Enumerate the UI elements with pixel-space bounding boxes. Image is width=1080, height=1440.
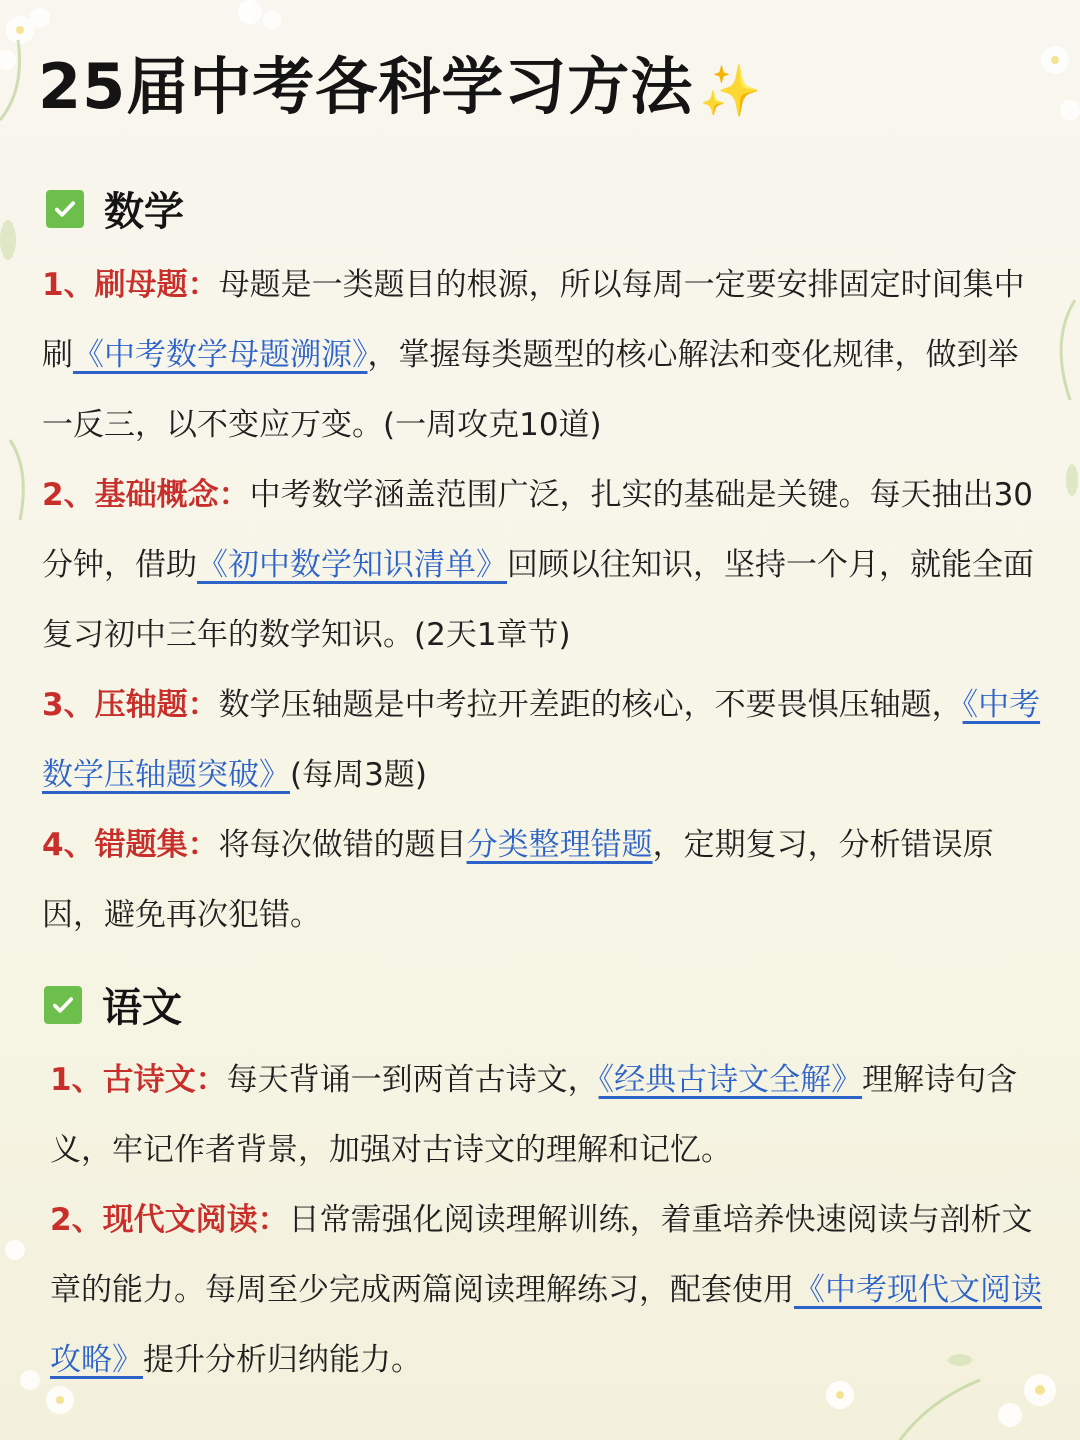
math-item-2: [42, 460, 1042, 670]
resource-link[interactable]: 《经典古诗文全解》: [598, 1062, 863, 1098]
resource-link[interactable]: 《中考现代文阅读攻略》: [50, 1272, 1042, 1378]
section-heading-chinese: [44, 976, 182, 1033]
item-label: 2、基础概念：: [42, 477, 250, 513]
item-label: 1、刷母题：: [42, 267, 219, 303]
item-label: 1、古诗文：: [50, 1062, 227, 1098]
page-title: [38, 50, 763, 124]
item-text: 回顾以往知识，坚持一个月，就能全面复习初中三年的数学知识。(2天1章节): [42, 547, 1034, 653]
chinese-item-1: [50, 1045, 1060, 1185]
item-text: 日常需强化阅读理解训练，着重培养快速阅读与剖析文章的能力。每周至少完成两篇阅读理解练习，配套使用: [50, 1202, 1033, 1308]
resource-link[interactable]: 分类整理错题: [466, 827, 653, 863]
math-item-1: [42, 250, 1042, 460]
resource-link[interactable]: 《中考数学压轴题突破》: [42, 687, 1041, 793]
item-text: 母题是一类题目的根源，所以每周一定要安排固定时间集中刷: [42, 267, 1025, 373]
item-text: ，定期复习，分析错误原因，避免再次犯错。: [42, 827, 994, 933]
item-label: 2、现代文阅读：: [50, 1202, 289, 1238]
resource-link[interactable]: 《初中数学知识清单》: [197, 547, 507, 583]
section-heading-math: [46, 180, 184, 237]
math-item-3: [42, 670, 1042, 810]
item-text: ，掌握每类题型的核心解法和变化规律，做到举一反三，以不变应万变。(一周攻克10道): [42, 337, 1019, 443]
title-text: 25届中考各科学习方法: [38, 50, 694, 123]
chinese-item-2: [50, 1185, 1060, 1395]
item-text: 提升分析归纳能力。: [143, 1342, 422, 1378]
item-text: 将每次做错的题目: [218, 827, 467, 863]
item-label: 4、错题集：: [42, 827, 219, 863]
sparkles-icon: ✨: [699, 62, 763, 120]
section-title: 数学: [104, 189, 184, 235]
section-title: 语文: [102, 985, 182, 1031]
item-text: 每天背诵一到两首古诗文，: [226, 1062, 599, 1098]
checkbox-icon: [44, 986, 82, 1024]
item-text: (每周3题): [290, 757, 427, 793]
item-text: 数学压轴题是中考拉开差距的核心，不要畏惧压轴题，: [218, 687, 963, 723]
item-text: 中考数学涵盖范围广泛，扎实的基础是关键。每天抽出30分钟，借助: [42, 477, 1034, 583]
resource-link[interactable]: 《中考数学母题溯源》: [73, 337, 368, 373]
item-label: 3、压轴题：: [42, 687, 219, 723]
checkbox-icon: [46, 190, 84, 228]
item-text: 理解诗句含义，牢记作者背景，加强对古诗文的理解和记忆。: [50, 1062, 1018, 1168]
math-item-4: [42, 810, 1042, 950]
